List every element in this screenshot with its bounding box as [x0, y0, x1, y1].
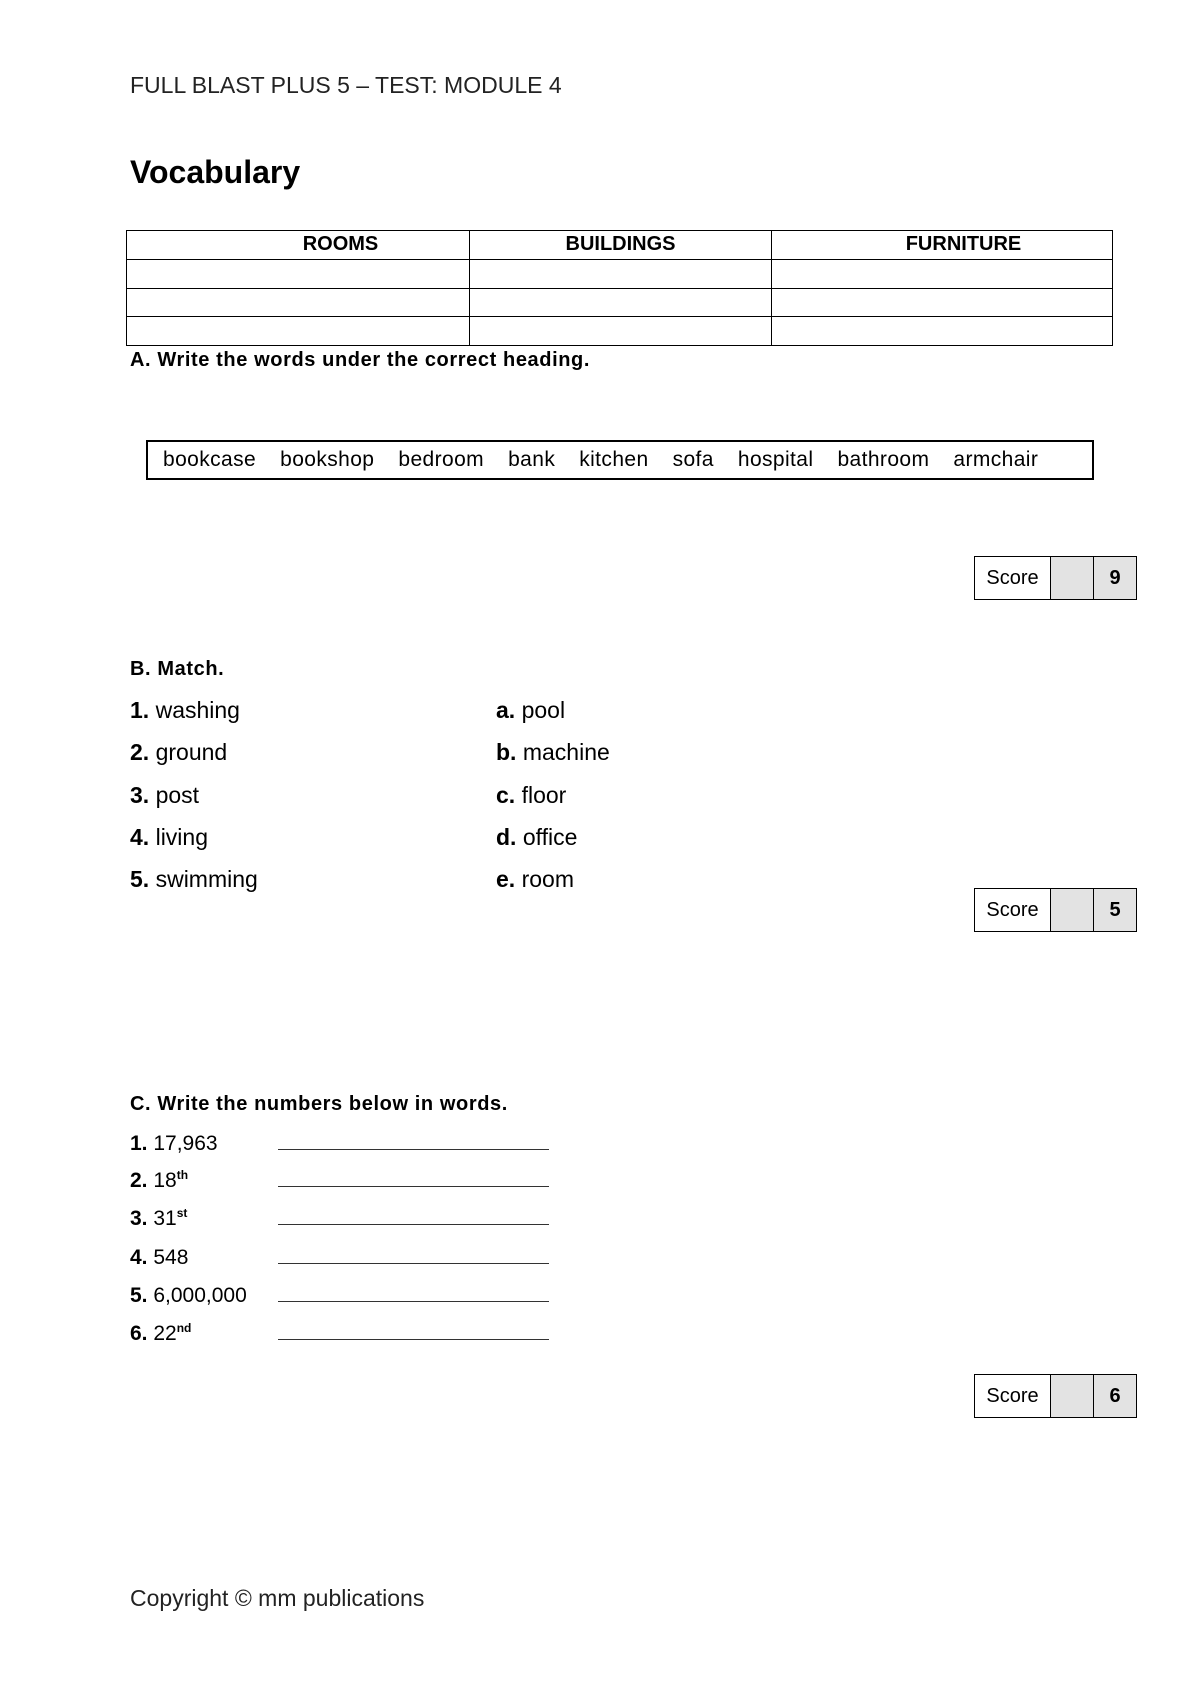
score-max: 6: [1094, 1374, 1137, 1418]
number-item: 1. 17,963: [130, 1131, 218, 1156]
word-item: bank: [508, 448, 556, 471]
match-left-item: 5. swimming: [130, 866, 258, 892]
score-box-c: [974, 1374, 1137, 1418]
answer-line[interactable]: [278, 1149, 549, 1150]
score-max: 5: [1094, 888, 1137, 932]
match-left-item: 1. washing: [130, 697, 240, 723]
answer-cell[interactable]: [772, 259, 1113, 288]
answer-cell[interactable]: [772, 288, 1113, 317]
answer-line[interactable]: [278, 1186, 549, 1187]
number-item: 2. 18th: [130, 1168, 188, 1193]
answer-cell[interactable]: [127, 317, 470, 346]
answer-cell[interactable]: [127, 288, 470, 317]
answer-line[interactable]: [278, 1301, 549, 1302]
column-header-rooms: ROOMS: [127, 231, 470, 260]
copyright-footer: Copyright © mm publications: [130, 1585, 425, 1611]
score-box-b: [974, 888, 1137, 932]
word-item: hospital: [737, 448, 814, 471]
column-header-buildings: BUILDINGS: [470, 231, 772, 260]
word-item: bathroom: [837, 448, 930, 471]
word-box: [146, 440, 1094, 480]
answer-cell[interactable]: [772, 317, 1113, 346]
match-left-item: 2. ground: [130, 739, 228, 765]
number-item: 5. 6,000,000: [130, 1283, 247, 1308]
match-left-item: 4. living: [130, 824, 208, 850]
match-right-item: a. pool: [496, 697, 566, 723]
match-left-item: 3. post: [130, 782, 200, 808]
score-input[interactable]: [1051, 888, 1094, 932]
number-item: 4. 548: [130, 1245, 188, 1270]
answer-line[interactable]: [278, 1224, 549, 1225]
number-item: 3. 31st: [130, 1206, 187, 1231]
instruction-c: C. Write the numbers below in words.: [130, 1093, 508, 1115]
number-item: 6. 22nd: [130, 1321, 191, 1346]
match-right-item: d. office: [496, 824, 578, 850]
category-table: [126, 230, 1113, 346]
word-item: kitchen: [579, 448, 649, 471]
instruction-b: B. Match.: [130, 658, 225, 680]
word-item: bookshop: [280, 448, 375, 471]
match-right-item: b. machine: [496, 739, 610, 765]
column-header-furniture: FURNITURE: [772, 231, 1113, 260]
score-max: 9: [1094, 556, 1137, 600]
page-title: Vocabulary: [130, 154, 301, 190]
score-label: Score: [974, 1374, 1051, 1418]
score-input[interactable]: [1051, 556, 1094, 600]
score-label: Score: [974, 556, 1051, 600]
page-header: FULL BLAST PLUS 5 – TEST: MODULE 4: [130, 72, 562, 98]
instruction-a: A. Write the words under the correct heading.: [130, 349, 591, 371]
word-item: bookcase: [163, 448, 257, 471]
answer-cell[interactable]: [470, 259, 772, 288]
answer-cell[interactable]: [470, 317, 772, 346]
word-item: sofa: [672, 448, 714, 471]
answer-cell[interactable]: [470, 288, 772, 317]
score-box-a: [974, 556, 1137, 600]
match-right-item: c. floor: [496, 782, 567, 808]
answer-line[interactable]: [278, 1339, 549, 1340]
match-right-item: e. room: [496, 866, 574, 892]
answer-line[interactable]: [278, 1263, 549, 1264]
answer-cell[interactable]: [127, 259, 470, 288]
score-label: Score: [974, 888, 1051, 932]
word-item: bedroom: [398, 448, 485, 471]
score-input[interactable]: [1051, 1374, 1094, 1418]
word-item: armchair: [953, 448, 1039, 471]
